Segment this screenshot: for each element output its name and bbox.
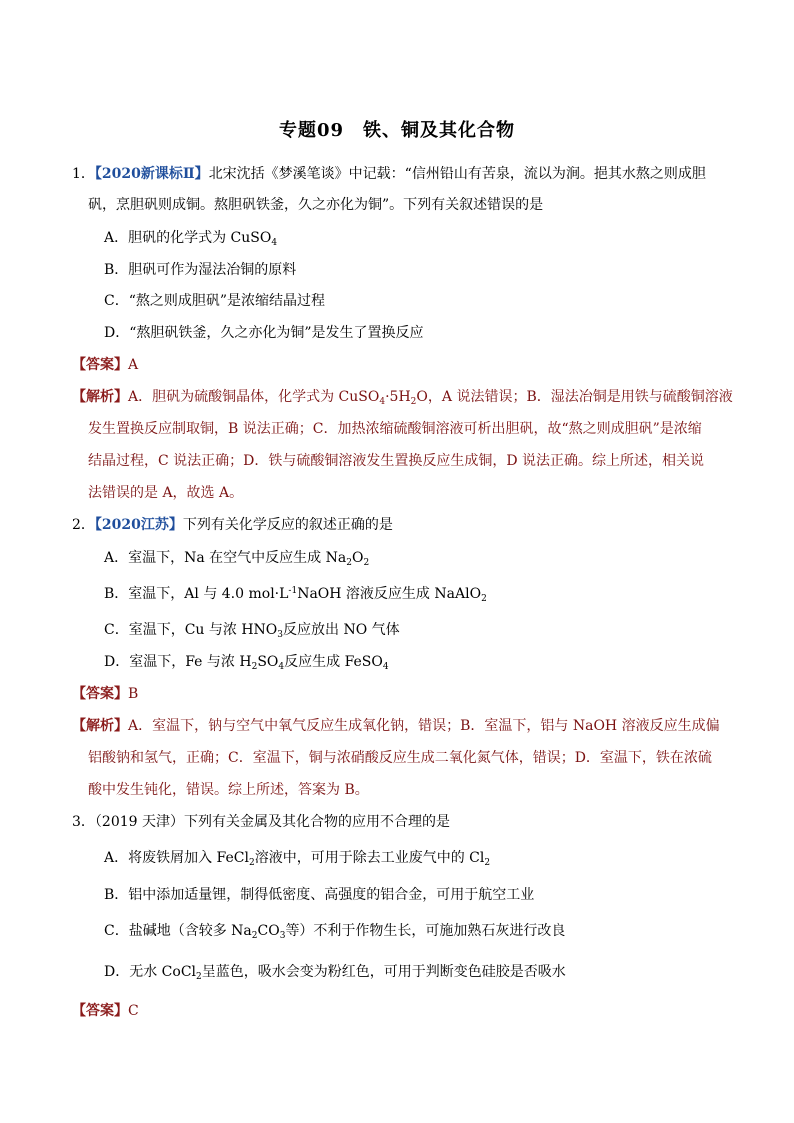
option-d: D．无水 CoCl$_2$呈蓝色，吸水会变为粉红色，可用于判断变色硅胶是否吸水 bbox=[104, 964, 566, 982]
answer: 【答案】A bbox=[72, 357, 139, 373]
option-b: B．室温下，Al 与 4.0 $mol\cdot L^{-1}NaOH$ 溶液反应生成 NaAlO$_2$ bbox=[104, 586, 487, 604]
explanation: 【解析】A．室温下，钠与空气中氧气反应生成氧化钠，错误；B．室温下，铝与 NaOH 溶液反应生成偏 bbox=[72, 718, 720, 734]
question-number: 3． bbox=[72, 814, 95, 830]
answer: 【答案】C bbox=[72, 1003, 139, 1019]
option-c: C．“熬之则成胆矾”是浓缩结晶过程 bbox=[104, 293, 326, 309]
answer: 【答案】B bbox=[72, 686, 139, 702]
explanation-cont: 酸中发生钝化，错误。综上所述，答案为 B。 bbox=[88, 782, 369, 798]
option-a: A．将废铁屑加入 FeCl$_2$溶液中，可用于除去工业废气中的 $Cl_2$ bbox=[104, 850, 491, 868]
question-number: 1． bbox=[72, 166, 95, 182]
question-source: （2019 天津） bbox=[94, 814, 185, 830]
option-a: A．室温下，Na 在空气中反应生成 $Na_2O_2$ bbox=[104, 550, 370, 568]
option-c: C．盐碱地（含较多 $Na_2CO_3$等）不利于作物生长，可施加熟石灰进行改良 bbox=[104, 923, 566, 941]
option-a: A．胆矾的化学式为 CuSO$_4$ bbox=[104, 230, 278, 248]
question-source: 【2020新课标Ⅱ】 bbox=[94, 166, 209, 182]
option-b: B．铝中添加适量锂，制得低密度、高强度的铝合金，可用于航空工业 bbox=[104, 887, 535, 903]
option-d: D．室温下，Fe 与浓 $H_2SO_4$反应生成 FeSO$_4$ bbox=[104, 654, 389, 672]
option-c: C．室温下，Cu 与浓 $HNO_3$反应放出 NO 气体 bbox=[104, 622, 400, 640]
explanation: 【解析】A．胆矾为硫酸铜晶体，化学式为 $CuSO_4\cdot 5H_2O$，A 说法错误；B．湿法冶铜是用铁与硫酸铜溶液 bbox=[72, 389, 733, 407]
page-title: 专题09 铁、铜及其化合物 bbox=[278, 120, 516, 141]
question-number: 2． bbox=[72, 517, 95, 533]
question-3-stem: 3．（2019 天津）下列有关金属及其化合物的应用不合理的是 bbox=[72, 814, 451, 830]
option-d: D．“熬胆矾铁釜，久之亦化为铜”是发生了置换反应 bbox=[104, 325, 424, 341]
question-source: 【2020江苏】 bbox=[94, 517, 183, 533]
option-b: B．胆矾可作为湿法冶铜的原料 bbox=[104, 262, 297, 278]
explanation-cont: 铝酸钠和氢气，正确；C．室温下，铜与浓硝酸反应生成二氧化氮气体，错误；D．室温下，铁在浓硫 bbox=[88, 750, 712, 766]
explanation-cont: 结晶过程，C 说法正确；D．铁与硫酸铜溶液发生置换反应生成铜，D 说法正确。综上所述，相关说 bbox=[88, 453, 705, 469]
explanation-cont: 发生置换反应制取铜，B 说法正确；C．加热浓缩硫酸铜溶液可析出胆矾，故“熬之则成胆矾”是浓缩 bbox=[88, 421, 702, 437]
question-2-stem: 2．【2020江苏】下列有关化学反应的叙述正确的是 bbox=[72, 517, 393, 533]
question-1-stem-cont: 矾，烹胆矾则成铜。熬胆矾铁釜，久之亦化为铜”。下列有关叙述错误的是 bbox=[88, 197, 544, 213]
question-1-stem: 1．【2020新课标Ⅱ】北宋沈括《梦溪笔谈》中记载：“信州铅山有苦泉，流以为涧。挹其水熬之则成胆 bbox=[72, 166, 706, 182]
explanation-cont: 法错误的是 A，故选 A。 bbox=[88, 485, 244, 501]
